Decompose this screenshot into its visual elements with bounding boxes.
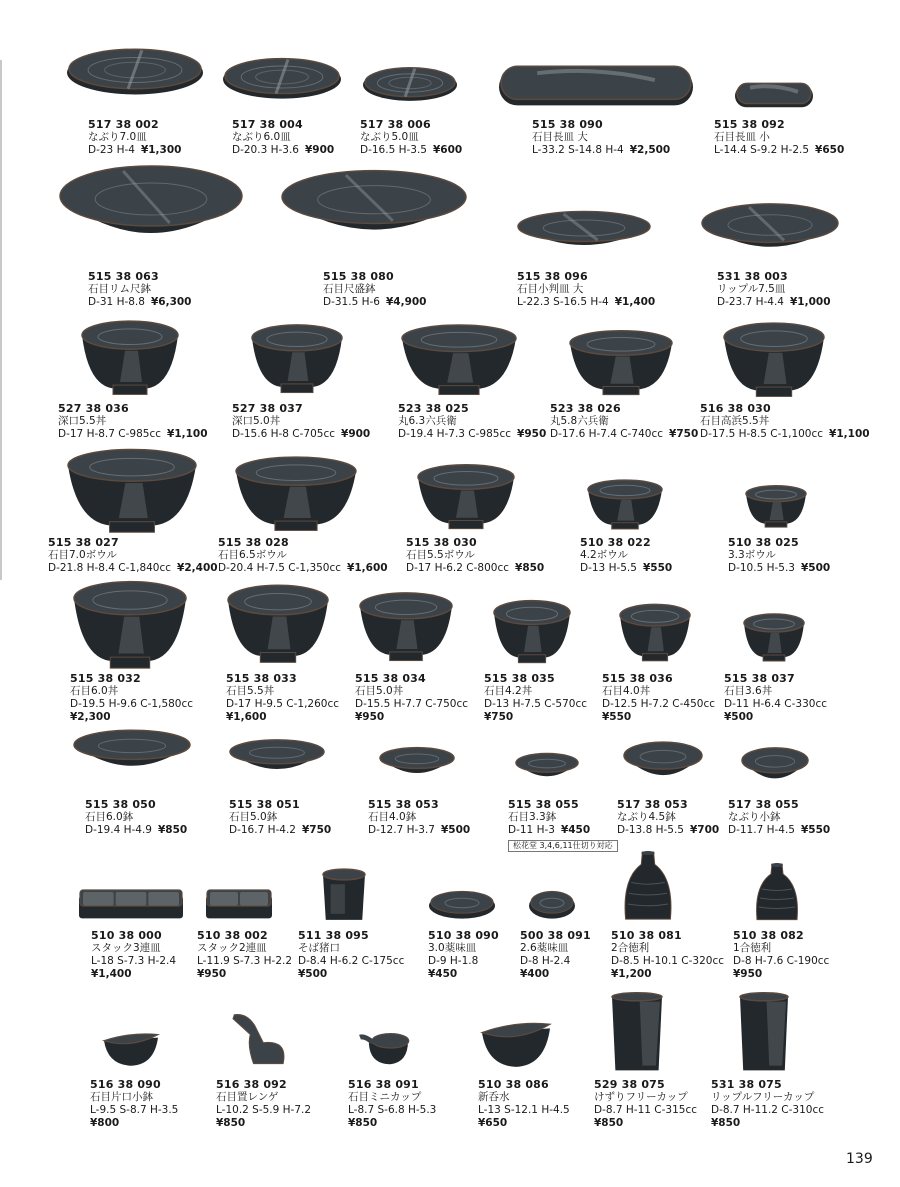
product-dimensions: D-8.5 H-10.1 C-320cc xyxy=(611,955,725,967)
product-info xyxy=(406,536,544,575)
product-dimensions: D-8.7 H-11 C-315cc xyxy=(594,1104,698,1116)
product-image xyxy=(480,1018,552,1070)
product-dimensions: D-8 H-7.6 C-190cc xyxy=(733,955,830,967)
product-dimensions: D-31.5 H-6 xyxy=(323,296,380,308)
product-image xyxy=(358,590,454,662)
product-dimensions: D-16.5 H-3.5 xyxy=(360,144,427,156)
product-code: 510 38 090 xyxy=(428,929,499,942)
product-name: 石目長皿 大 xyxy=(532,131,588,143)
product-code: 515 38 032 xyxy=(70,672,141,685)
product-dimensions: D-19.4 H-4.9 xyxy=(85,824,152,836)
product-name: 石目5.0丼 xyxy=(355,685,404,697)
product-dimensions: L-8.7 S-6.8 H-5.3 xyxy=(348,1104,437,1116)
product-code: 517 38 053 xyxy=(617,798,688,811)
product-code: 510 38 081 xyxy=(611,929,682,942)
product-price: ¥4,900 xyxy=(385,296,427,308)
product-info xyxy=(232,402,370,441)
product-dimensions: L-10.2 S-5.9 H-7.2 xyxy=(216,1104,312,1116)
product-name: なぶり5.0皿 xyxy=(360,131,419,143)
product-price: ¥550 xyxy=(800,824,831,836)
product-dimensions: D-19.4 H-7.3 C-985cc xyxy=(398,428,512,440)
product-info xyxy=(478,1078,570,1130)
product-code: 529 38 075 xyxy=(594,1078,665,1091)
product-info xyxy=(323,270,427,309)
product-info xyxy=(550,402,698,441)
product-dimensions: D-13.8 H-5.5 xyxy=(617,824,684,836)
product-dimensions: D-20.4 H-7.5 C-1,350cc xyxy=(218,562,342,574)
product-info xyxy=(602,672,715,724)
product-price: ¥950 xyxy=(517,428,547,440)
product-image xyxy=(226,582,330,664)
product-info xyxy=(517,270,655,309)
product-dimensions: D-23 H-4 xyxy=(88,144,135,156)
product-name: 新呑水 xyxy=(478,1091,510,1103)
product-code: 515 38 036 xyxy=(602,672,673,685)
product-code: 515 38 035 xyxy=(484,672,555,685)
product-info xyxy=(717,270,831,309)
product-price: ¥950 xyxy=(733,968,763,980)
product-name: 石目置レンゲ xyxy=(216,1091,279,1103)
product-code: 515 38 027 xyxy=(48,536,119,549)
product-info xyxy=(88,270,192,309)
product-price: ¥500 xyxy=(440,824,471,836)
product-name: 石目7.0ボウル xyxy=(48,549,117,561)
product-price: ¥550 xyxy=(602,711,632,723)
product-image xyxy=(752,862,802,922)
product-name: 石目小判皿 大 xyxy=(517,283,584,295)
product-name: 石目6.5ボウル xyxy=(218,549,287,561)
product-price: ¥1,300 xyxy=(140,144,182,156)
product-image xyxy=(622,740,704,792)
product-name: なぶり小鉢 xyxy=(728,811,781,823)
product-info xyxy=(714,118,844,157)
product-name: 4.2ボウル xyxy=(580,549,628,561)
product-code: 517 38 055 xyxy=(728,798,799,811)
product-info xyxy=(728,798,830,837)
product-image xyxy=(528,886,576,920)
product-image xyxy=(234,454,358,532)
product-code: 510 38 086 xyxy=(478,1078,549,1091)
product-info xyxy=(88,118,181,157)
product-code: 515 38 063 xyxy=(88,270,159,283)
product-name: 石目3.6丼 xyxy=(724,685,773,697)
product-image xyxy=(72,578,188,670)
product-name: スタック3連皿 xyxy=(91,942,161,954)
product-dimensions: D-17.6 H-7.4 C-740cc xyxy=(550,428,664,440)
product-image xyxy=(568,328,674,396)
product-price: ¥600 xyxy=(432,144,463,156)
product-code: 515 38 080 xyxy=(323,270,394,283)
page-edge-mark xyxy=(0,60,2,580)
product-price: ¥750 xyxy=(484,711,514,723)
product-price: ¥450 xyxy=(428,968,458,980)
product-name: 石目長皿 小 xyxy=(714,131,770,143)
product-info xyxy=(197,929,292,981)
product-dimensions: D-8.4 H-6.2 C-175cc xyxy=(298,955,405,967)
product-price: ¥650 xyxy=(478,1117,508,1129)
product-price: ¥900 xyxy=(341,428,371,440)
product-price: ¥500 xyxy=(800,562,831,574)
product-name: 石目リム尺鉢 xyxy=(88,283,151,295)
product-price: ¥550 xyxy=(642,562,673,574)
product-info xyxy=(428,929,499,981)
product-image xyxy=(586,478,664,530)
product-dimensions: D-12.7 H-3.7 xyxy=(368,824,435,836)
product-price: ¥1,100 xyxy=(167,428,208,440)
product-name: リップル7.5皿 xyxy=(717,283,786,295)
product-name: リップルフリーカップ xyxy=(711,1091,815,1103)
product-name: 石目6.0鉢 xyxy=(85,811,134,823)
product-dimensions: D-10.5 H-5.3 xyxy=(728,562,795,574)
product-code: 511 38 095 xyxy=(298,929,369,942)
product-image xyxy=(78,888,184,920)
product-dimensions: D-8 H-2.4 xyxy=(520,955,571,967)
product-name: 2合徳利 xyxy=(611,942,650,954)
product-image xyxy=(250,322,344,394)
product-code: 515 38 033 xyxy=(226,672,297,685)
product-info xyxy=(711,1078,824,1130)
product-info xyxy=(594,1078,697,1130)
product-dimensions: L-11.9 S-7.3 H-2.2 xyxy=(197,955,293,967)
product-code: 523 38 026 xyxy=(550,402,621,415)
product-price: ¥950 xyxy=(197,968,227,980)
product-image xyxy=(700,202,840,266)
product-code: 515 38 090 xyxy=(532,118,603,131)
product-image xyxy=(428,886,496,920)
product-price: ¥800 xyxy=(90,1117,120,1129)
product-price: ¥900 xyxy=(304,144,335,156)
product-info xyxy=(360,118,462,157)
product-dimensions: L-13 S-12.1 H-4.5 xyxy=(478,1104,570,1116)
product-info xyxy=(348,1078,436,1130)
product-image xyxy=(610,992,664,1072)
product-code: 510 38 000 xyxy=(91,929,162,942)
product-name: 石目4.0丼 xyxy=(602,685,651,697)
product-name: 石目高浜5.5丼 xyxy=(700,415,770,427)
product-price: ¥850 xyxy=(348,1117,378,1129)
product-info xyxy=(508,798,590,837)
product-info xyxy=(91,929,176,981)
product-price: ¥1,200 xyxy=(611,968,652,980)
product-dimensions: D-20.3 H-3.6 xyxy=(232,144,299,156)
product-image xyxy=(734,82,814,110)
product-name: 1合徳利 xyxy=(733,942,772,954)
product-image xyxy=(280,168,468,256)
product-code: 516 38 090 xyxy=(90,1078,161,1091)
product-code: 515 38 030 xyxy=(406,536,477,549)
product-image xyxy=(66,44,204,96)
product-code: 510 38 022 xyxy=(580,536,651,549)
product-dimensions: D-19.5 H-9.6 C-1,580cc xyxy=(70,698,194,710)
product-price: ¥400 xyxy=(520,968,550,980)
product-dimensions: D-13 H-5.5 xyxy=(580,562,637,574)
product-price: ¥950 xyxy=(355,711,385,723)
product-code: 515 38 053 xyxy=(368,798,439,811)
product-info xyxy=(700,402,870,441)
product-name: 石目5.0鉢 xyxy=(229,811,278,823)
product-price: ¥750 xyxy=(669,428,699,440)
product-code: 527 38 037 xyxy=(232,402,303,415)
product-price: ¥850 xyxy=(157,824,188,836)
product-image xyxy=(228,1012,292,1068)
product-dimensions: D-15.6 H-8 C-705cc xyxy=(232,428,336,440)
product-name: なぶり6.0皿 xyxy=(232,131,291,143)
product-image xyxy=(620,850,676,922)
product-dimensions: L-18 S-7.3 H-2.4 xyxy=(91,955,177,967)
product-info xyxy=(724,672,827,724)
product-dimensions: D-17 H-6.2 C-800cc xyxy=(406,562,510,574)
product-image xyxy=(416,462,516,530)
product-code: 515 38 051 xyxy=(229,798,300,811)
product-image xyxy=(514,752,580,788)
product-info xyxy=(733,929,829,981)
product-name: 石目5.5ボウル xyxy=(406,549,475,561)
product-image xyxy=(362,64,458,102)
product-dimensions: D-17 H-8.7 C-985cc xyxy=(58,428,162,440)
product-name: 石目4.0鉢 xyxy=(368,811,417,823)
product-info xyxy=(355,672,468,724)
product-image xyxy=(358,1030,412,1066)
product-image xyxy=(722,320,826,398)
product-name: そば猪口 xyxy=(298,942,340,954)
product-dimensions: L-14.4 S-9.2 H-2.5 xyxy=(714,144,810,156)
product-image xyxy=(72,728,192,784)
product-image xyxy=(66,446,198,534)
page-number: 139 xyxy=(846,1151,873,1167)
product-dimensions: D-11 H-3 xyxy=(508,824,555,836)
product-code: 531 38 003 xyxy=(717,270,788,283)
product-price: ¥1,400 xyxy=(91,968,132,980)
product-image xyxy=(378,746,456,786)
product-code: 516 38 092 xyxy=(216,1078,287,1091)
product-info xyxy=(368,798,470,837)
product-dimensions: L-9.5 S-8.7 H-3.5 xyxy=(90,1104,179,1116)
product-name: 石目4.2丼 xyxy=(484,685,533,697)
product-info xyxy=(580,536,672,575)
product-price: ¥1,100 xyxy=(829,428,870,440)
product-price: ¥850 xyxy=(711,1117,741,1129)
product-dimensions: D-11 H-6.4 C-330cc xyxy=(724,698,828,710)
product-dimensions: D-21.8 H-8.4 C-1,840cc xyxy=(48,562,172,574)
product-price: ¥700 xyxy=(689,824,720,836)
product-dimensions: D-11.7 H-4.5 xyxy=(728,824,795,836)
product-image xyxy=(498,64,694,110)
product-dimensions: D-12.5 H-7.2 C-450cc xyxy=(602,698,716,710)
product-info xyxy=(226,672,339,724)
product-name: 石目尺盛鉢 xyxy=(323,283,376,295)
product-image xyxy=(742,612,806,662)
product-price: ¥2,400 xyxy=(177,562,218,574)
product-dimensions: D-16.7 H-4.2 xyxy=(229,824,296,836)
product-name: 丸5.8六兵衛 xyxy=(550,415,609,427)
product-price: ¥650 xyxy=(815,144,845,156)
product-dimensions: L-33.2 S-14.8 H-4 xyxy=(532,144,624,156)
product-info xyxy=(90,1078,178,1130)
product-code: 510 38 025 xyxy=(728,536,799,549)
product-info xyxy=(58,402,208,441)
product-code: 515 38 037 xyxy=(724,672,795,685)
product-price: ¥6,300 xyxy=(150,296,192,308)
product-info xyxy=(85,798,187,837)
product-name: 石目片口小鉢 xyxy=(90,1091,153,1103)
product-code: 515 38 028 xyxy=(218,536,289,549)
product-image xyxy=(492,598,572,664)
product-name: なぶり7.0皿 xyxy=(88,131,147,143)
product-image xyxy=(740,746,810,794)
product-dimensions: D-23.7 H-4.4 xyxy=(717,296,784,308)
product-info xyxy=(617,798,719,837)
product-info xyxy=(229,798,331,837)
product-image xyxy=(205,888,273,920)
product-image xyxy=(738,992,790,1072)
product-image xyxy=(320,868,368,922)
product-code: 523 38 025 xyxy=(398,402,469,415)
product-code: 531 38 075 xyxy=(711,1078,782,1091)
product-price: ¥450 xyxy=(560,824,591,836)
product-name: 石目6.0丼 xyxy=(70,685,119,697)
product-info xyxy=(48,536,218,575)
product-name: けずりフリーカップ xyxy=(594,1091,688,1103)
product-info xyxy=(216,1078,311,1130)
product-code: 527 38 036 xyxy=(58,402,129,415)
product-price: ¥850 xyxy=(594,1117,624,1129)
product-dimensions: D-13 H-7.5 C-570cc xyxy=(484,698,588,710)
product-image xyxy=(102,1030,160,1068)
product-image xyxy=(744,484,808,528)
product-info xyxy=(70,672,193,724)
product-info xyxy=(532,118,670,157)
product-code: 517 38 002 xyxy=(88,118,159,131)
product-code: 515 38 055 xyxy=(508,798,579,811)
product-dimensions: D-9 H-1.8 xyxy=(428,955,479,967)
product-dimensions: D-17 H-9.5 C-1,260cc xyxy=(226,698,340,710)
product-name: 3.0薬味皿 xyxy=(428,942,477,954)
product-code: 517 38 006 xyxy=(360,118,431,131)
product-code: 516 38 091 xyxy=(348,1078,419,1091)
product-dimensions: D-15.5 H-7.7 C-750cc xyxy=(355,698,469,710)
product-info xyxy=(484,672,587,724)
product-code: 510 38 002 xyxy=(197,929,268,942)
product-code: 516 38 030 xyxy=(700,402,771,415)
product-image xyxy=(516,210,652,260)
product-price: ¥2,300 xyxy=(70,711,111,723)
product-price: ¥2,500 xyxy=(629,144,671,156)
product-price: ¥500 xyxy=(724,711,754,723)
product-price: ¥1,600 xyxy=(347,562,388,574)
product-dimensions: D-31 H-8.8 xyxy=(88,296,145,308)
product-info xyxy=(398,402,546,441)
product-code: 510 38 082 xyxy=(733,929,804,942)
product-price: ¥850 xyxy=(515,562,545,574)
product-name: 石目3.3鉢 xyxy=(508,811,557,823)
product-image xyxy=(618,602,692,662)
product-name: スタック2連皿 xyxy=(197,942,267,954)
product-name: 深口5.0丼 xyxy=(232,415,281,427)
product-info xyxy=(218,536,388,575)
product-name: 石目ミニカップ xyxy=(348,1091,422,1103)
product-image xyxy=(228,738,326,784)
product-name: 2.6薬味皿 xyxy=(520,942,569,954)
product-info xyxy=(728,536,830,575)
product-code: 515 38 050 xyxy=(85,798,156,811)
product-info xyxy=(611,929,724,981)
product-price: ¥1,600 xyxy=(226,711,267,723)
product-price: ¥1,000 xyxy=(789,296,831,308)
product-info xyxy=(520,929,591,981)
product-price: ¥500 xyxy=(298,968,328,980)
product-name: 石目5.5丼 xyxy=(226,685,275,697)
product-image xyxy=(58,163,244,263)
product-image xyxy=(80,318,180,396)
product-image xyxy=(222,54,342,100)
product-code: 517 38 004 xyxy=(232,118,303,131)
product-name: 丸6.3六兵衛 xyxy=(398,415,457,427)
product-dimensions: D-17.5 H-8.5 C-1,100cc xyxy=(700,428,824,440)
product-dimensions: L-22.3 S-16.5 H-4 xyxy=(517,296,609,308)
product-name: 深口5.5丼 xyxy=(58,415,107,427)
product-price: ¥850 xyxy=(216,1117,246,1129)
product-price: ¥750 xyxy=(301,824,332,836)
product-price: ¥1,400 xyxy=(614,296,656,308)
product-dimensions: D-8.7 H-11.2 C-310cc xyxy=(711,1104,825,1116)
product-info xyxy=(298,929,404,981)
product-code: 515 38 034 xyxy=(355,672,426,685)
product-name: 3.3ボウル xyxy=(728,549,776,561)
product-info xyxy=(232,118,334,157)
product-code: 500 38 091 xyxy=(520,929,591,942)
partition-note: 松花堂 3,4,6,11仕切り対応 xyxy=(508,840,618,852)
product-code: 515 38 092 xyxy=(714,118,785,131)
product-code: 515 38 096 xyxy=(517,270,588,283)
product-image xyxy=(400,322,518,396)
product-name: なぶり4.5鉢 xyxy=(617,811,676,823)
